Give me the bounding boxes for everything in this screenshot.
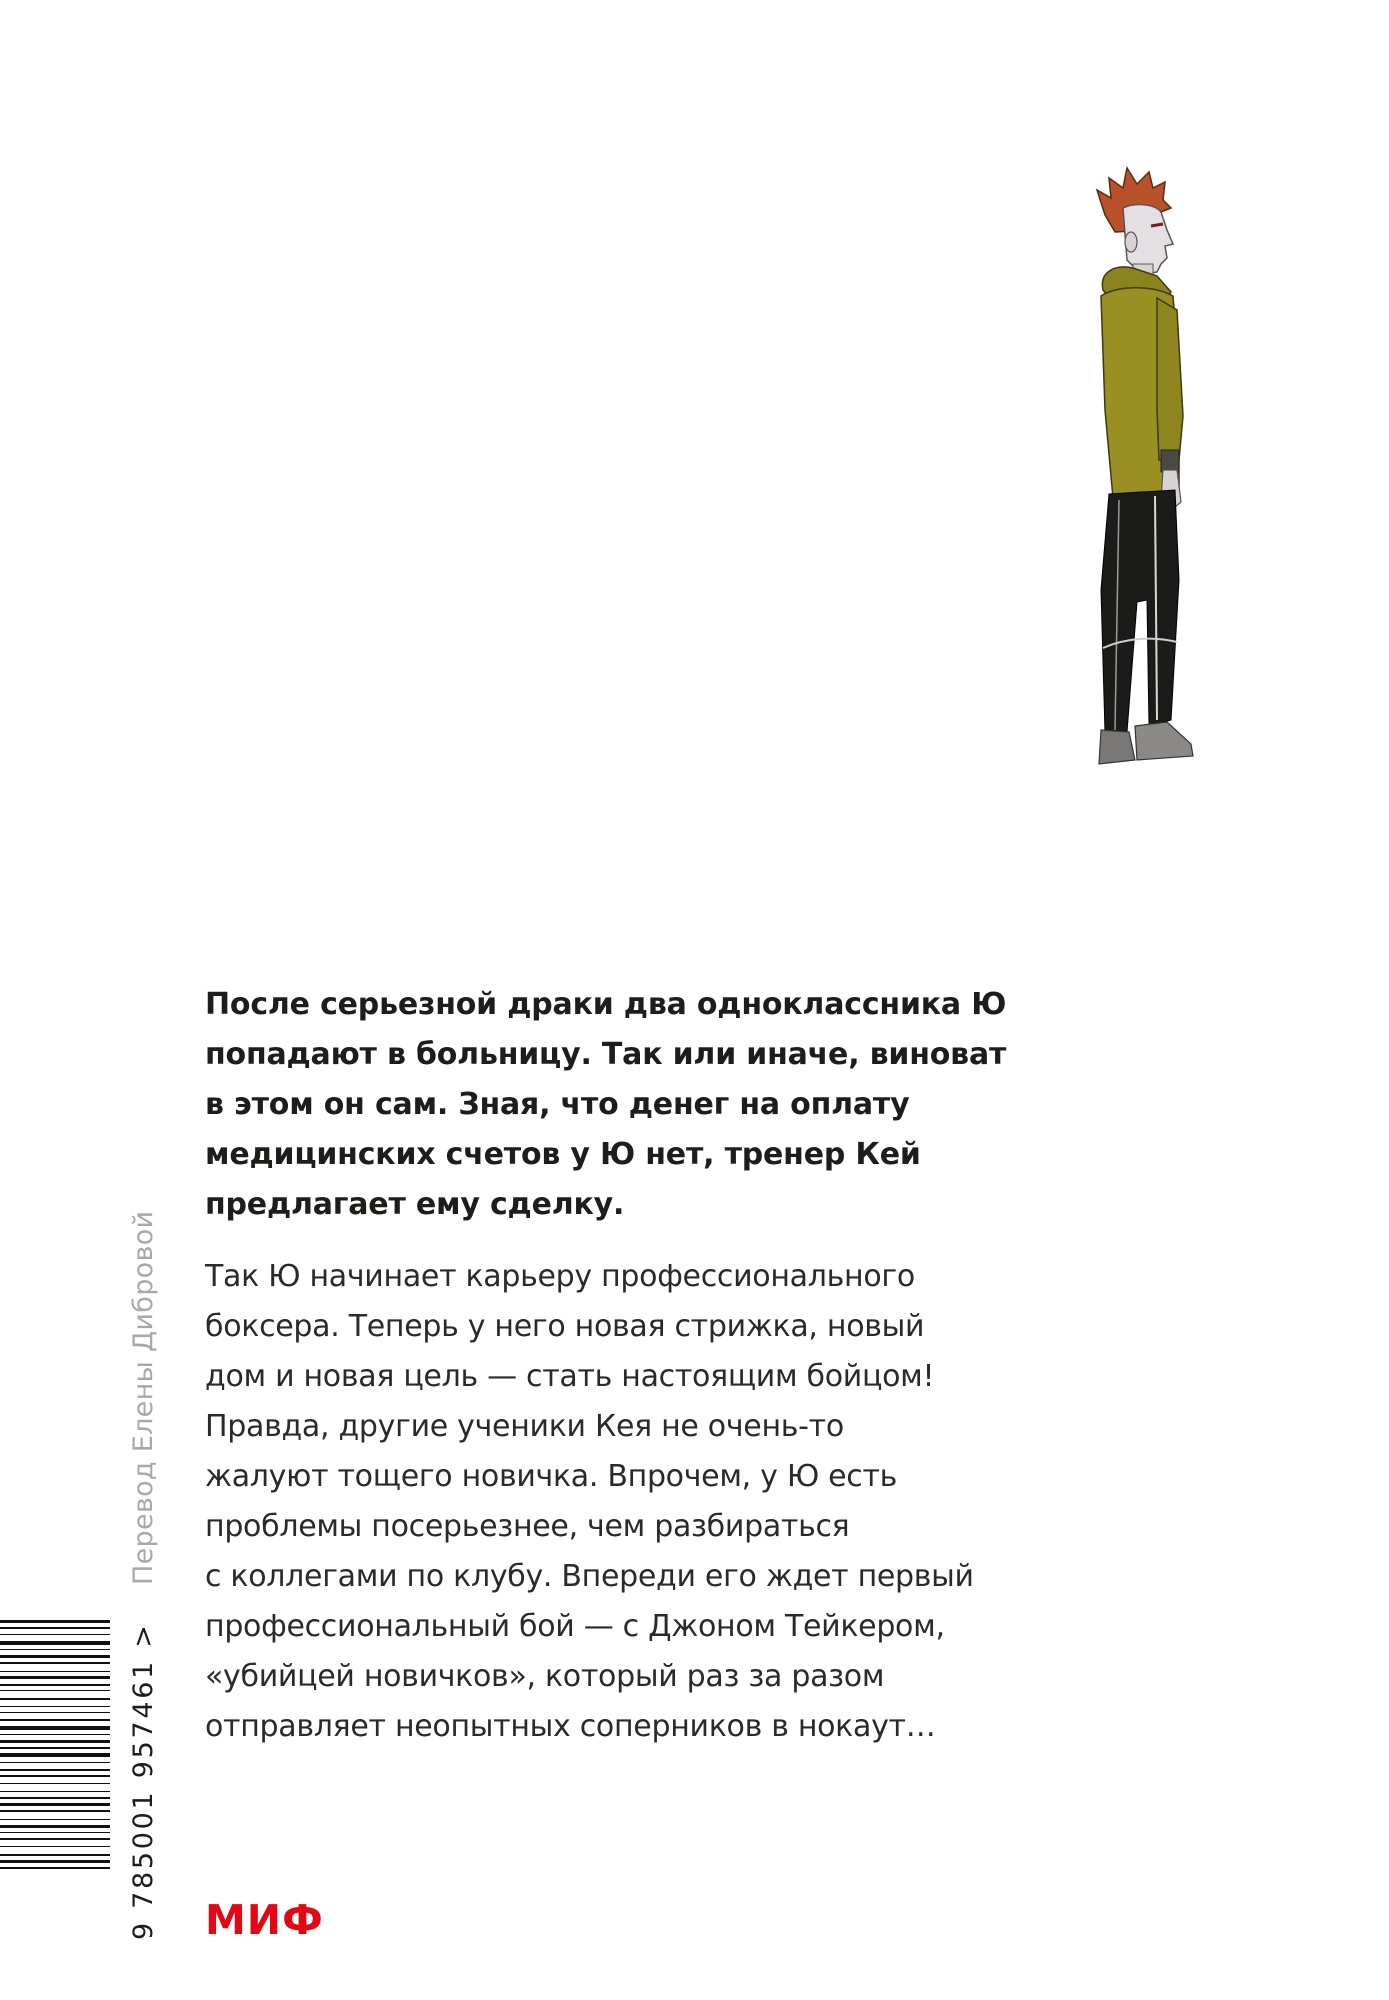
barcode-bar bbox=[0, 1810, 110, 1812]
barcode-bar bbox=[0, 1634, 110, 1635]
body-line: жалуют тощего новичка. Впрочем, у Ю есть bbox=[205, 1459, 898, 1494]
body-line: боксера. Теперь у него новая стрижка, новый bbox=[205, 1309, 925, 1344]
barcode-bar bbox=[0, 1783, 110, 1784]
barcode-bar bbox=[0, 1662, 110, 1664]
barcode-bar bbox=[0, 1797, 110, 1799]
body-line: дом и новая цель — стать настоящим бойцом! bbox=[205, 1359, 935, 1394]
barcode-bar bbox=[0, 1803, 110, 1806]
lead-line: попадают в больницу. Так или иначе, виноват bbox=[205, 1037, 1007, 1072]
body-line: профессиональный бой — с Джоном Тейкером, bbox=[205, 1609, 945, 1644]
body-line: Так Ю начинает карьеру профессионального bbox=[205, 1259, 915, 1294]
barcode-bar bbox=[0, 1620, 110, 1623]
barcode-bar bbox=[0, 1726, 110, 1730]
barcode-bar bbox=[0, 1690, 110, 1691]
lead-line: предлагает ему сделку. bbox=[205, 1187, 625, 1222]
translator-credit: Перевод Елены Дибровой bbox=[128, 1210, 159, 1585]
barcode-bar bbox=[0, 1734, 110, 1735]
shoe-front bbox=[1135, 722, 1193, 760]
barcode-bar bbox=[0, 1712, 110, 1713]
lead-paragraph bbox=[205, 980, 1025, 1230]
barcode-bar bbox=[0, 1747, 110, 1749]
barcode bbox=[0, 1620, 110, 1940]
barcode-bar bbox=[0, 1860, 110, 1863]
barcode-bar bbox=[0, 1753, 110, 1757]
body-line: Правда, другие ученики Кея не очень-то bbox=[205, 1409, 844, 1444]
barcode-bar bbox=[0, 1719, 110, 1721]
body-line: «убийцей новичков», который раз за разом bbox=[205, 1659, 885, 1694]
barcode-bar bbox=[0, 1698, 110, 1700]
barcode-bar bbox=[0, 1762, 110, 1763]
barcode-bar bbox=[0, 1838, 110, 1840]
shoe-back bbox=[1099, 730, 1135, 764]
barcode-bar bbox=[0, 1676, 110, 1679]
barcode-bar bbox=[0, 1819, 110, 1820]
barcode-bar bbox=[0, 1706, 110, 1707]
barcode-bar bbox=[0, 1684, 110, 1686]
barcode-bar bbox=[0, 1769, 110, 1771]
isbn-number: 9 785001 957461 > bbox=[128, 1622, 159, 1940]
barcode-bar bbox=[0, 1775, 110, 1777]
barcode-bar bbox=[0, 1627, 110, 1629]
barcode-bar bbox=[0, 1641, 110, 1645]
trousers bbox=[1101, 490, 1179, 732]
barcode-bar bbox=[0, 1854, 110, 1856]
barcode-bar bbox=[0, 1825, 110, 1828]
body-paragraph bbox=[205, 1252, 1025, 1752]
barcode-bar bbox=[0, 1740, 110, 1743]
barcode-bar bbox=[0, 1655, 110, 1658]
body-line: с коллегами по клубу. Впереди его ждет первый bbox=[205, 1559, 974, 1594]
body-line: проблемы посерьезнее, чем разбираться bbox=[205, 1509, 850, 1544]
lead-line: медицинских счетов у Ю нет, тренер Кей bbox=[205, 1137, 921, 1172]
lead-line: в этом он сам. Зная, что денег на оплату bbox=[205, 1087, 910, 1122]
body-line: отправляет неопытных соперников в нокаут… bbox=[205, 1709, 936, 1744]
barcode-bar bbox=[0, 1832, 110, 1833]
lead-line: После серьезной драки два одноклассника Ю bbox=[205, 987, 1007, 1022]
barcode-bar bbox=[0, 1671, 110, 1672]
barcode-bar bbox=[0, 1649, 110, 1650]
blurb bbox=[205, 980, 1025, 1752]
barcode-bar bbox=[0, 1867, 110, 1869]
barcode-bar bbox=[0, 1846, 110, 1847]
barcode-bar bbox=[0, 1791, 110, 1792]
character-illustration bbox=[1075, 160, 1225, 870]
publisher-logo: МИФ bbox=[205, 1896, 324, 1944]
sleeve bbox=[1157, 298, 1183, 460]
